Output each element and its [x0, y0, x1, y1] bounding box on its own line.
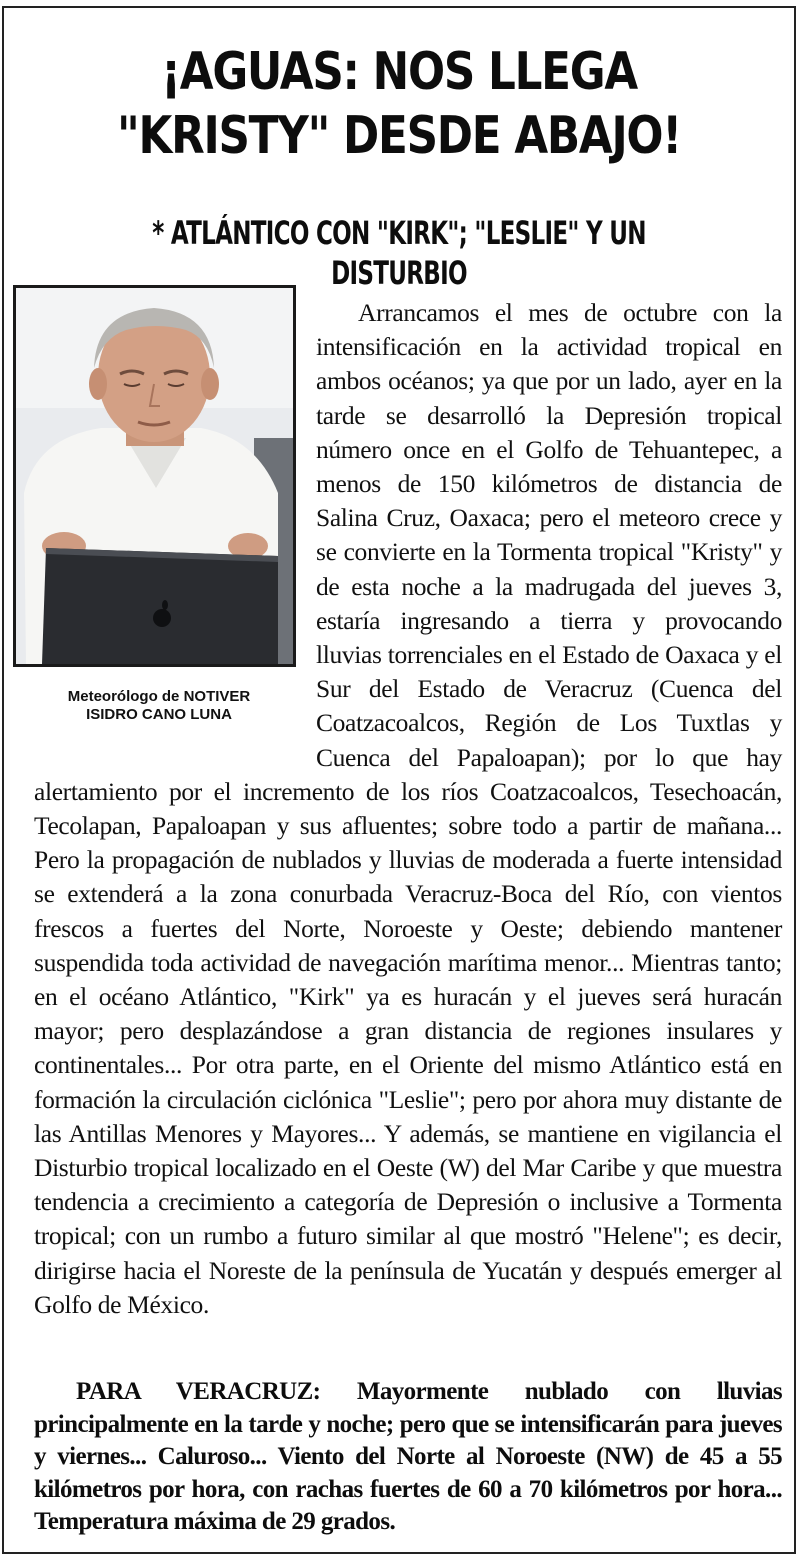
headline-line-2: "KRISTY" DESDE ABAJO!: [117, 106, 681, 166]
photo-wrap-spacer: [34, 296, 316, 752]
article-body: [34, 296, 782, 1322]
caption-line-2: ISIDRO CANO LUNA: [86, 706, 232, 723]
article-text: Arrancamos el mes de octubre con la intensificación en la actividad tropical en ambos océanos; ya que por un lado, ayer en la tarde se desarrolló la Depresión tropical número once en el Golfo de Tehuantepec, a menos de 150 kilómetros de distancia de Salina Cruz, Oaxaca; pero el meteoro crece y se convierte en la Tormenta tropical "Kristy" y de esta noche a la madrugada del jueves 3, estaría ingresando a tierra y provocando lluvias torrenciales en el Estado de Oaxaca y el Sur del Estado de Veracruz (Cuenca del Coatzacoalcos, Región de Los Tuxtlas y Cuenca del Papaloapan); por lo que hay alertamiento por el incremento de los ríos Coatzacoalcos, Tesechoacán, Tecolapan, Papaloapan y sus afluentes; sobre todo a partir de mañana... Pero la propagación de nublados y lluvias de moderada a fuerte intensidad se extenderá a la zona conurbada Veracruz-Boca del Río, con vientos frescos a fuertes del Norte, Noroeste y Oeste; debiendo mantener suspendida toda actividad de navegación marítima menor... Mientras tanto; en el océano Atlántico, "Kirk" ya es huracán y el jueves será huracán mayor; pero desplazándose a gran distancia de regiones insulares y continentales... Por otra parte, en el Oriente del mismo Atlántico está en formación la circulación ciclónica "Leslie"; pero por ahora muy distante de las Antillas Menores y Mayores... Y además, se mantiene en vigilancia el Disturbio tropical localizado en el Oeste (W) del Mar Caribe y que muestra tendencia a crecimiento a categoría de Depresión o inclusive a Tormenta tropical; con un rumbo a futuro similar al que mostró "Helene"; es decir, dirigirse hacia el Noreste de la península de Yucatán y después emerger al Golfo de México.: [34, 298, 782, 1319]
subheadline: * ATLÁNTICO CON "KIRK"; "LESLIE" Y UN DISTURBIO: [152, 214, 646, 292]
caption-line-1: Meteorólogo de NOTIVER: [67, 688, 251, 705]
news-column: [2, 6, 796, 1554]
headline: [67, 40, 731, 168]
headline-line-1: ¡AGUAS: NOS LLEGA: [161, 42, 637, 102]
forecast-paragraph: [34, 1376, 782, 1539]
forecast-text: PARA VERACRUZ: Mayormente nublado con lluvias principalmente en la tarde y noche; pero que se intensificarán para jueves y viernes... Caluroso... Viento del Norte al Noroeste (NW) de 45 a 55 kilómetros por hora, con rachas fuertes de 60 a 70 kilómetros por hora... Temperatura máxima de 29 grados.: [34, 1378, 782, 1536]
